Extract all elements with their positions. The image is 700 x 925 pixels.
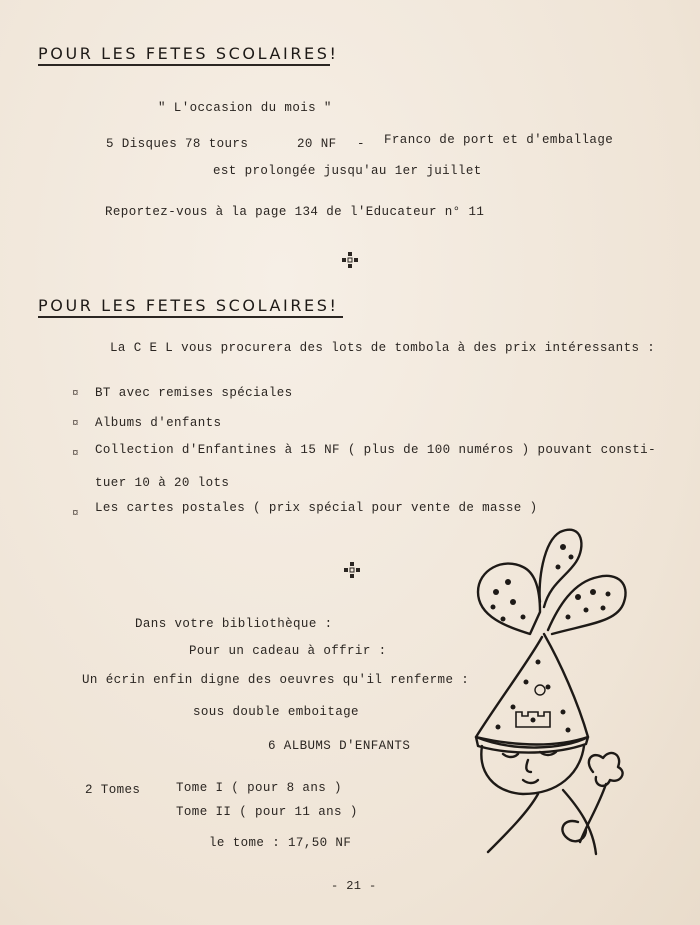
bullet-icon: ¤	[72, 418, 79, 430]
tomes-label: 2 Tomes	[85, 783, 141, 797]
list-item-continuation: tuer 10 à 20 lots	[95, 476, 230, 490]
franco-text: Franco de port et d'emballage	[384, 133, 614, 147]
section1-heading: POUR LES FETES SCOLAIRES!	[38, 44, 339, 63]
diamond-flower-ornament-icon	[341, 251, 359, 269]
diamond-flower-ornament-icon	[343, 561, 361, 579]
ecrin-line: Un écrin enfin digne des oeuvres qu'il renferme :	[82, 673, 470, 687]
tome-price: le tome : 17,50 NF	[209, 836, 352, 850]
list-item: Collection d'Enfantines à 15 NF ( plus de 100 numéros ) pouvant consti-	[95, 443, 656, 457]
page-number: - 21 -	[331, 879, 377, 893]
disques-price: 20 NF	[297, 137, 337, 151]
dash-separator: -	[357, 137, 365, 151]
tome-1: Tome I ( pour 8 ans )	[176, 781, 342, 795]
bibliotheque-line: Dans votre bibliothèque :	[135, 617, 333, 631]
emboitage-line: sous double emboitage	[193, 705, 359, 719]
cadeau-line: Pour un cadeau à offrir :	[189, 644, 387, 658]
bullet-icon: ¤	[72, 448, 79, 460]
disques-text: 5 Disques 78 tours	[106, 137, 249, 151]
section1-underline	[38, 64, 330, 66]
cel-intro: La C E L vous procurera des lots de tombola à des prix intéressants :	[110, 341, 656, 355]
occasion-line: " L'occasion du mois "	[158, 101, 332, 115]
albums-title: 6 ALBUMS D'ENFANTS	[268, 739, 411, 753]
list-item: Albums d'enfants	[95, 416, 222, 430]
list-item: BT avec remises spéciales	[95, 386, 293, 400]
section2-heading: POUR LES FETES SCOLAIRES!	[38, 296, 339, 315]
child-with-leaf-hat-drawing-icon	[468, 522, 633, 860]
reportez-text: Reportez-vous à la page 134 de l'Educateur n° 11	[105, 205, 485, 219]
prolongee-text: est prolongée jusqu'au 1er juillet	[213, 164, 482, 178]
list-item: Les cartes postales ( prix spécial pour vente de masse )	[95, 501, 538, 515]
tome-2: Tome II ( pour 11 ans )	[176, 805, 358, 819]
bullet-icon: ¤	[72, 508, 79, 520]
bullet-icon: ¤	[72, 388, 79, 400]
section2-underline	[38, 316, 343, 318]
